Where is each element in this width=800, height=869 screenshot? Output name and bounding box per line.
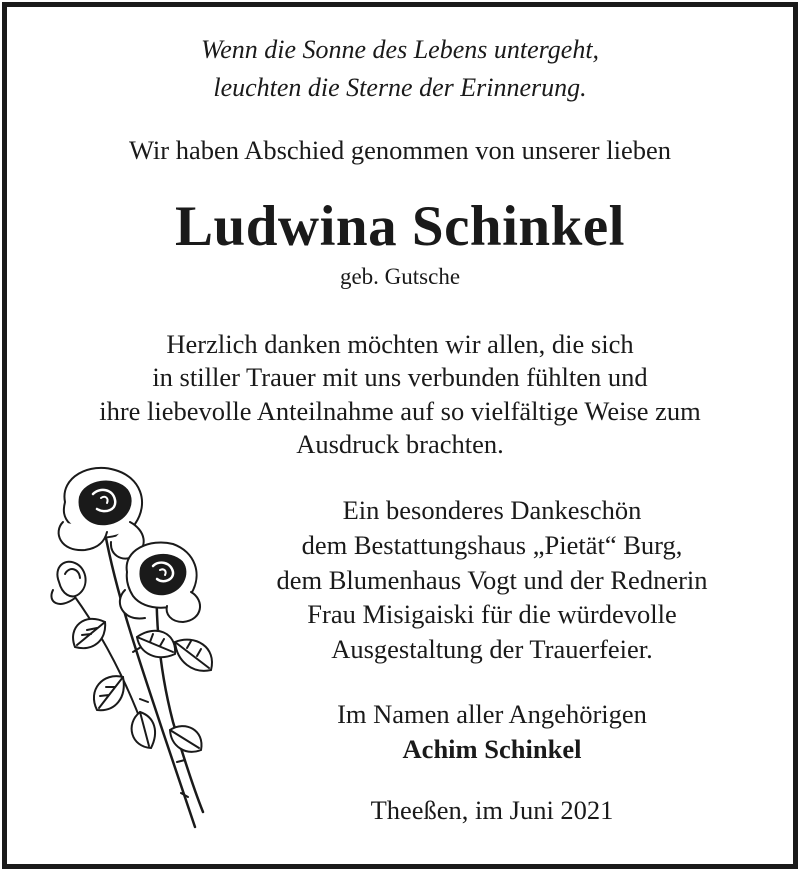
- thanks-line-1: Herzlich danken möchten wir allen, die sich: [166, 329, 634, 359]
- thanks-line-2: in stiller Trauer mit uns verbunden fühlten und: [152, 362, 648, 392]
- special-thanks-line-2: dem Bestattungshaus „Pietät“ Burg,: [301, 530, 683, 560]
- birth-name: geb. Gutsche: [339, 264, 461, 289]
- roses-icon: [45, 462, 235, 842]
- obituary-notice: [2, 2, 798, 869]
- special-thanks-line-3: dem Blumenhaus Vogt und der Rednerin: [276, 565, 708, 595]
- thanks-line-4: Ausdruck brachten.: [296, 429, 504, 459]
- motto-line-2: leuchten die Sterne der Erinnerung.: [213, 73, 587, 102]
- special-thanks-line-5: Ausgestaltung der Trauerfeier.: [331, 634, 653, 664]
- thanks-line-3: ihre liebevolle Anteilnahme auf so vielfältige Weise zum: [99, 396, 701, 426]
- deceased-name: Ludwina Schinkel: [175, 195, 625, 258]
- intro-text: Wir haben Abschied genommen von unserer lieben: [128, 135, 672, 165]
- signature-name: Achim Schinkel: [402, 734, 582, 764]
- special-thanks-line-1: Ein besonderes Dankeschön: [342, 495, 642, 525]
- signature-line: Im Namen aller Angehörigen: [337, 699, 647, 729]
- place-date: Theeßen, im Juni 2021: [370, 795, 614, 825]
- special-thanks-line-4: Frau Misigaiski für die würdevolle: [307, 599, 677, 629]
- motto-line-1: Wenn die Sonne des Lebens untergeht,: [200, 35, 600, 64]
